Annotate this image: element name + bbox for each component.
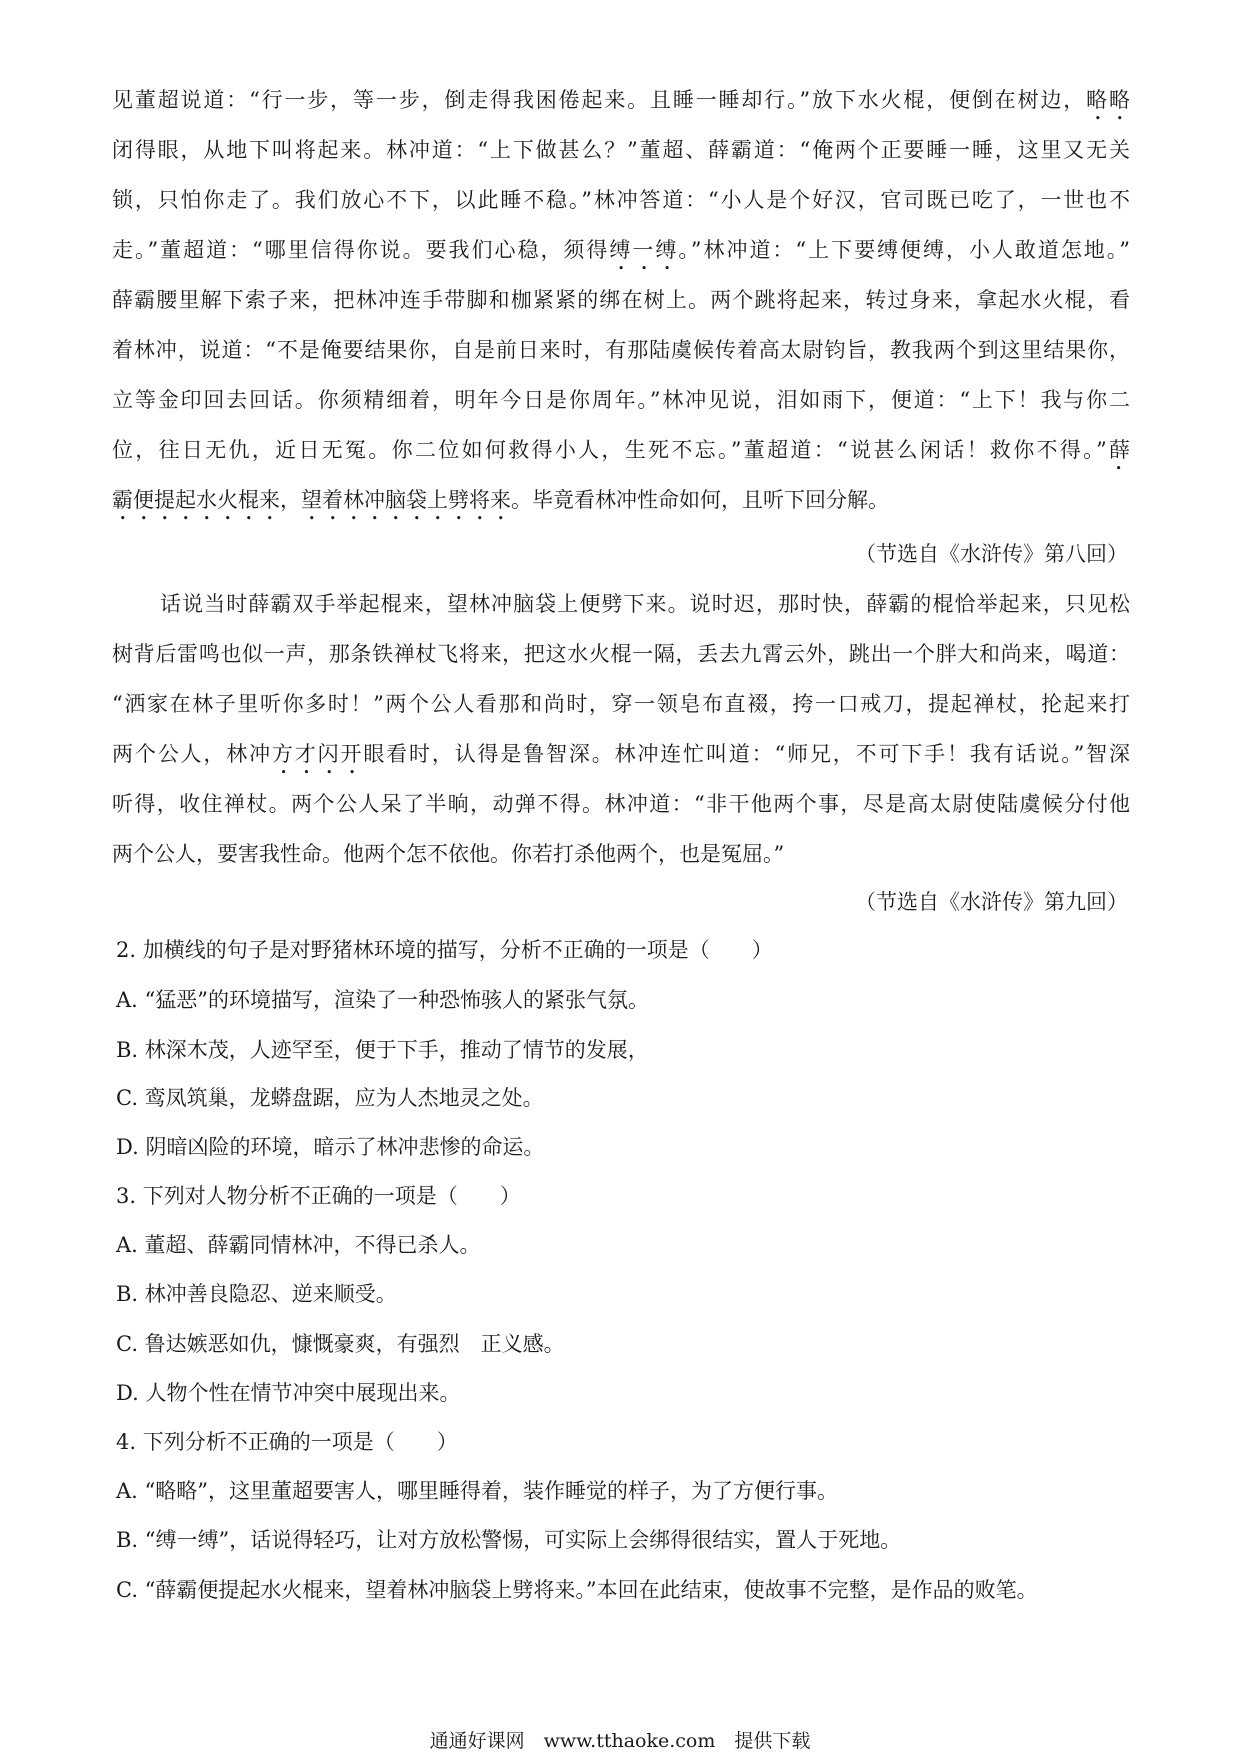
passage-1-line: 锁，只怕你走了。我们放心不下，以此睡不稳。”林冲答道：“小人是个好汉，官司既已吃了，一世也不 bbox=[112, 188, 1130, 212]
option-d: D. 阴暗凶险的环境，暗示了林冲悲惨的命运。 bbox=[116, 1135, 545, 1159]
passage-2-line: 话说当时薛霸双手举起棍来，望林冲脑袋上便劈下来。说时迟，那时快，薛霸的棍恰举起来，只见松 bbox=[160, 592, 1130, 616]
passage-1-line: 位，往日无仇，近日无冤。你二位如何救得小人，生死不忘。”董超道：“说甚么闲话！救你不得。”薛 bbox=[112, 438, 1130, 462]
passage-2-line: 两个公人，要害我性命。他两个怎不依他。你若打杀他两个，也是冤屈。” bbox=[112, 842, 785, 866]
option-a: A. “略略”，这里董超要害人，哪里睡得着，装作睡觉的样子，为了方便行事。 bbox=[116, 1479, 838, 1503]
option-b: B. “缚一缚”，话说得轻巧，让对方放松警惕，可实际上会绑得很结实，置人于死地。 bbox=[116, 1528, 902, 1552]
passage-2-line: 听得，收住禅杖。两个公人呆了半晌，动弹不得。林冲道：“非干他两个事，尽是高太尉使陆虞候分付他 bbox=[112, 792, 1130, 816]
passage-1-line: 走。”董超道：“哪里信得你说。要我们心稳，须得缚一缚。”林冲道：“上下要缚便缚，小人敢道怎地。” bbox=[112, 238, 1130, 262]
passage-1-line: 闭得眼，从地下叫将起来。林冲道：“上下做甚么？”董超、薛霸道：“俺两个正要睡一睡，这里又无关 bbox=[112, 138, 1130, 162]
passage-1-line: 着林冲，说道：“不是俺要结果你，自是前日来时，有那陆虞候传着高太尉钧旨，教我两个到这里结果你， bbox=[112, 338, 1130, 362]
option-b: B. 林深木茂，人迹罕至，便于下手，推动了情节的发展， bbox=[116, 1038, 649, 1062]
passage-1-line: 立等金印回去回话。你须精细着，明年今日是你周年。”林冲见说，泪如雨下，便道：“上下！我与你二 bbox=[112, 388, 1130, 412]
option-c: C. 鸾凤筑巢，龙蟒盘踞，应为人杰地灵之处。 bbox=[116, 1086, 544, 1110]
passage-1-line: 见董超说道：“行一步，等一步，倒走得我困倦起来。且睡一睡却行。”放下水火棍，便倒在树边，略略 bbox=[112, 88, 1131, 112]
passage-2-source: （节选自《水浒传》第九回） bbox=[855, 890, 1128, 914]
passage-1-line: 霸便提起水火棍来，望着林冲脑袋上劈将来。毕竟看林冲性命如何，且听下回分解。 bbox=[112, 488, 889, 512]
question-stem: 3. 下列对人物分析不正确的一项是（ ） bbox=[116, 1184, 521, 1208]
passage-2-line: 两个公人，林冲方才闪开眼看时，认得是鲁智深。林冲连忙叫道：“师兄，不可下手！我有话说。”智深 bbox=[112, 742, 1131, 766]
option-d: D. 人物个性在情节冲突中展现出来。 bbox=[116, 1381, 461, 1405]
option-c: C. 鲁达嫉恶如仇，慷慨豪爽，有强烈 正义感。 bbox=[116, 1332, 565, 1356]
passage-2-line: 树背后雷鸣也似一声，那条铁禅杖飞将来，把这水火棍一隔，丢去九霄云外，跳出一个胖大和尚来，喝道： bbox=[112, 642, 1130, 666]
question-stem: 2. 加横线的句子是对野猪林环境的描写，分析不正确的一项是（ ） bbox=[116, 938, 773, 962]
option-a: A. 董超、薛霸同情林冲，不得已杀人。 bbox=[116, 1233, 481, 1257]
passage-2-line: “洒家在林子里听你多时！”两个公人看那和尚时，穿一领皂布直裰，挎一口戒刀，提起禅杖，抡起来打 bbox=[112, 692, 1130, 716]
passage-1-source: （节选自《水浒传》第八回） bbox=[855, 542, 1128, 566]
question-stem: 4. 下列分析不正确的一项是（ ） bbox=[116, 1430, 458, 1454]
passage-1-line: 薛霸腰里解下索子来，把林冲连手带脚和枷紧紧的绑在树上。两个跳将起来，转过身来，拿起水火棍，看 bbox=[112, 288, 1130, 312]
option-b: B. 林冲善良隐忍、逆来顺受。 bbox=[116, 1282, 397, 1306]
option-c: C. “薛霸便提起水火棍来，望着林冲脑袋上劈将来。”本回在此结束，使故事不完整，是作品的败笔。 bbox=[116, 1578, 1038, 1602]
footer-text: 通通好课网 www.tthaoke.com 提供下载 bbox=[429, 1730, 811, 1752]
option-a: A. “猛恶”的环境描写，渲染了一种恐怖骇人的紧张气氛。 bbox=[116, 988, 649, 1012]
